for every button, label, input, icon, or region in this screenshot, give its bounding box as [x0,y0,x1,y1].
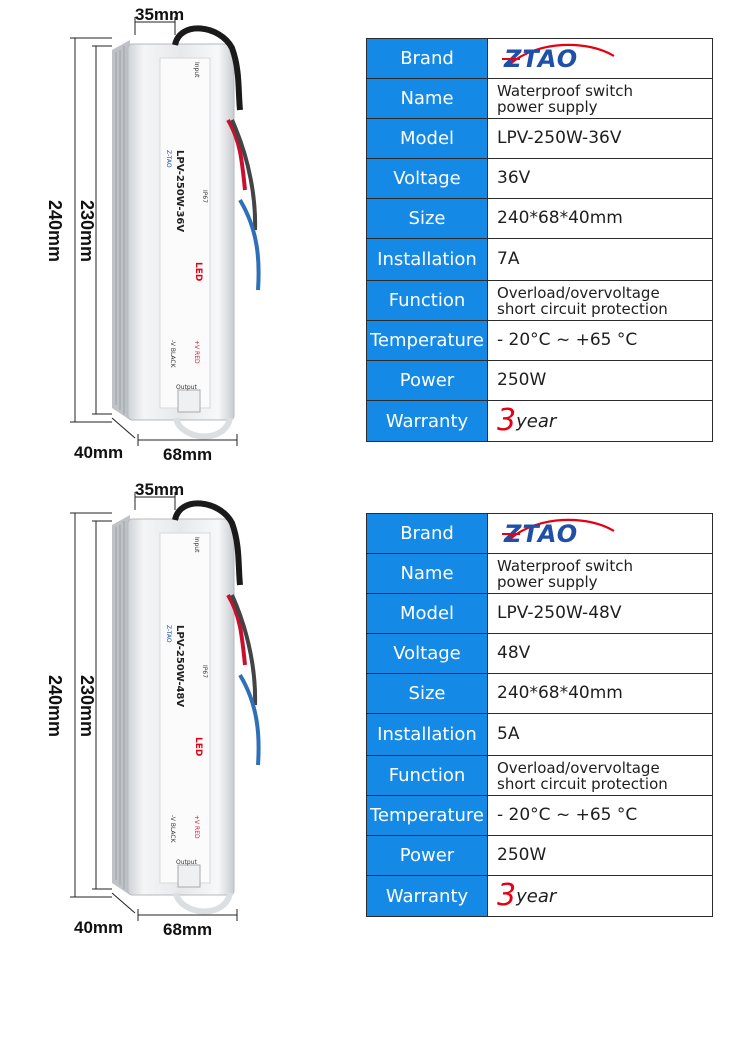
row-label-temperature: Temperature [367,796,488,836]
row-value-name [488,554,713,594]
table-row [367,634,713,674]
product-led-mark: LED [193,737,203,757]
row-value-size: 240*68*40mm [488,199,713,239]
table-row [367,836,713,876]
row-label-size: Size [367,674,488,714]
spec-section-1 [0,0,750,475]
value-line-2: short circuit protection [497,774,668,793]
table-row [367,159,713,199]
ztao-logo-icon [498,42,618,72]
value-line-1: Overload/overvoltage [497,758,660,777]
row-label-warranty: Warranty [367,876,488,917]
dim-inner-height: 230mm [77,674,98,738]
table-row [367,714,713,756]
row-label-function: Function [367,756,488,796]
row-value-power: 250W [488,836,713,876]
value-line-1: Waterproof switch [497,556,633,575]
row-value-warranty [488,401,713,442]
row-label-voltage: Voltage [367,634,488,674]
row-label-function: Function [367,281,488,321]
row-value-model: LPV-250W-48V [488,594,713,634]
row-value-installation: 7A [488,239,713,281]
product-model-print: LPV-250W-36V [174,150,185,233]
product-minus-label: -V BLACK [169,815,176,843]
table-row [367,514,713,554]
table-row [367,119,713,159]
row-value-function [488,281,713,321]
row-value-warranty [488,876,713,917]
product-output-label: Output [176,384,197,391]
brand-logo-cell [488,39,713,79]
table-row [367,401,713,442]
svg-text:ZTAO: ZTAO [504,519,579,547]
table-row [367,796,713,836]
table-row [367,199,713,239]
row-label-size: Size [367,199,488,239]
row-value-temperature: - 20°C ~ +65 °C [488,796,713,836]
product-minus-label: -V BLACK [169,340,176,368]
product-ip-mark: IP67 [201,190,208,204]
table-row [367,79,713,119]
row-value-function [488,756,713,796]
value-line-2: power supply [497,572,598,591]
svg-text:ZTAO: ZTAO [504,44,579,72]
product-plus-label: +V RED [193,815,200,839]
dim-width: 68mm [163,445,213,464]
row-label-brand: Brand [367,514,488,554]
table-row [367,39,713,79]
product-model-print: LPV-250W-48V [174,625,185,708]
table-row [367,361,713,401]
brand-logo-cell [488,514,713,554]
dim-top: 35mm [135,480,185,499]
dim-width: 68mm [163,920,213,939]
spec-table-1 [366,38,713,442]
row-value-temperature: - 20°C ~ +65 °C [488,321,713,361]
ztao-logo-icon [498,517,618,547]
table-row [367,756,713,796]
row-label-installation: Installation [367,239,488,281]
dim-outer-height: 240mm [45,674,66,738]
dim-top: 35mm [135,5,185,24]
table-row [367,554,713,594]
table-row [367,674,713,714]
table-row [367,876,713,917]
row-value-size: 240*68*40mm [488,674,713,714]
warranty-unit: year [516,885,557,907]
value-line-1: Waterproof switch [497,81,633,100]
row-value-voltage: 48V [488,634,713,674]
row-label-name: Name [367,554,488,594]
row-label-brand: Brand [367,39,488,79]
product-ip-mark: IP67 [201,665,208,679]
row-label-temperature: Temperature [367,321,488,361]
table-row [367,281,713,321]
row-label-power: Power [367,836,488,876]
dim-depth: 40mm [74,918,124,937]
dim-outer-height: 240mm [45,199,66,263]
row-label-warranty: Warranty [367,401,488,442]
row-value-installation: 5A [488,714,713,756]
row-label-model: Model [367,594,488,634]
product-output-label: Output [176,859,197,866]
row-value-name [488,79,713,119]
row-label-model: Model [367,119,488,159]
value-line-2: power supply [497,97,598,116]
product-led-mark: LED [193,262,203,282]
row-value-voltage: 36V [488,159,713,199]
warranty-number: 3 [497,877,517,913]
product-input-label: Input [193,537,200,553]
value-line-2: short circuit protection [497,299,668,318]
dim-inner-height: 230mm [77,199,98,263]
row-label-installation: Installation [367,714,488,756]
table-row [367,321,713,361]
row-value-model: LPV-250W-36V [488,119,713,159]
product-brand-print: Z-TAO [165,625,172,643]
row-label-name: Name [367,79,488,119]
table-row [367,594,713,634]
row-label-power: Power [367,361,488,401]
row-value-power: 250W [488,361,713,401]
product-input-label: Input [193,62,200,78]
table-row [367,239,713,281]
value-line-1: Overload/overvoltage [497,283,660,302]
row-label-voltage: Voltage [367,159,488,199]
spec-section-2 [0,475,750,950]
warranty-number: 3 [497,402,517,438]
product-plus-label: +V RED [193,340,200,364]
warranty-unit: year [516,410,557,432]
dim-depth: 40mm [74,443,124,462]
spec-table-2 [366,513,713,917]
product-brand-print: Z-TAO [165,150,172,168]
